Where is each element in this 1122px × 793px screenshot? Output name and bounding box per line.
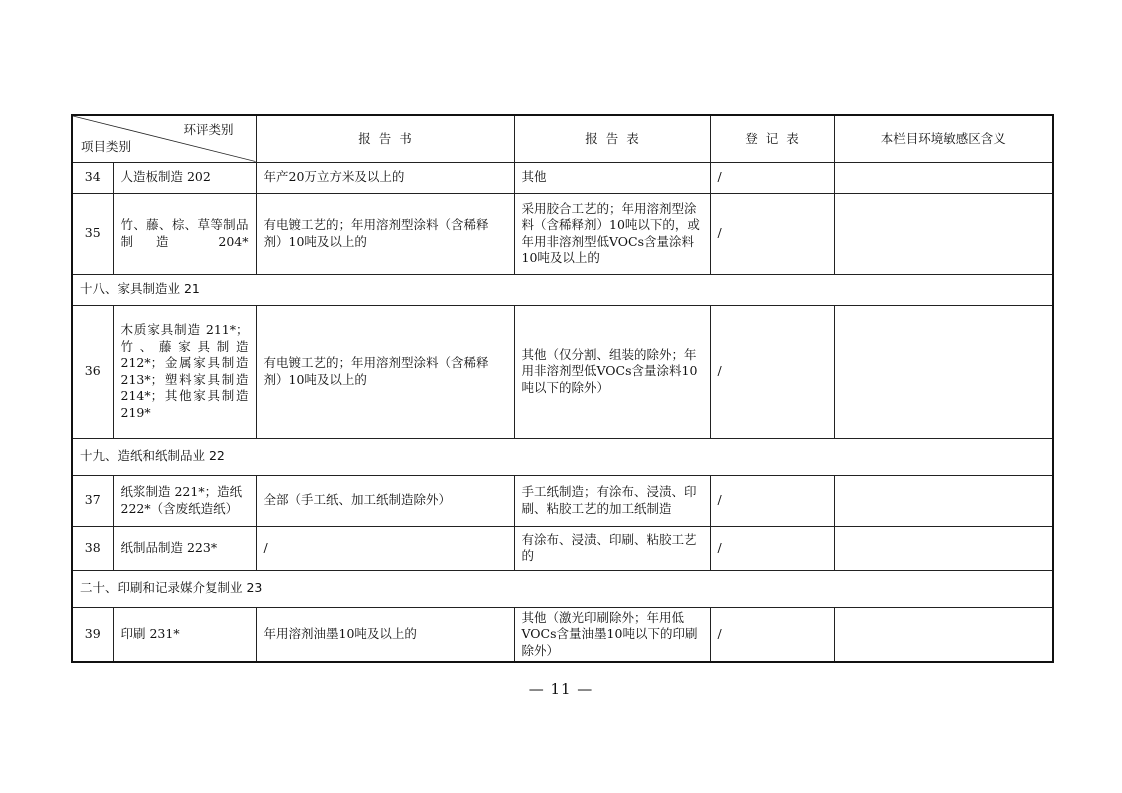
sensitive-area-cell	[834, 475, 1053, 526]
table-row	[72, 193, 1053, 274]
report-form-cell: 其他	[514, 162, 710, 193]
item-number: 34	[72, 162, 113, 193]
header-form: 报 告 表	[514, 115, 710, 162]
sensitive-area-cell	[834, 193, 1053, 274]
register-cell: /	[710, 305, 834, 438]
classification-table	[71, 114, 1054, 663]
section-title: 二十、印刷和记录媒介复制业 23	[72, 570, 1053, 607]
item-name: 竹、藤、棕、草等制品制造 204*	[113, 193, 256, 274]
report-form-cell: 其他（激光印刷除外；年用低VOCs含量油墨10吨以下的印刷除外）	[514, 607, 710, 662]
report-form-cell: 有涂布、浸渍、印刷、粘胶工艺的	[514, 526, 710, 570]
report-book-cell: 全部（手工纸、加工纸制造除外）	[256, 475, 514, 526]
table-row	[72, 526, 1053, 570]
header-report: 报 告 书	[256, 115, 514, 162]
sensitive-area-cell	[834, 526, 1053, 570]
register-cell: /	[710, 526, 834, 570]
section-title: 十八、家具制造业 21	[72, 274, 1053, 305]
report-book-cell: 有电镀工艺的；年用溶剂型涂料（含稀释剂）10吨及以上的	[256, 305, 514, 438]
register-cell: /	[710, 162, 834, 193]
register-cell: /	[710, 607, 834, 662]
sensitive-area-cell	[834, 607, 1053, 662]
item-number: 38	[72, 526, 113, 570]
report-book-cell: 年用溶剂油墨10吨及以上的	[256, 607, 514, 662]
report-book-cell: 年产20万立方米及以上的	[256, 162, 514, 193]
corner-bottom-label: 项目类别	[81, 139, 132, 154]
table-body	[72, 162, 1053, 662]
table-row	[72, 162, 1053, 193]
item-name: 纸制品制造 223*	[113, 526, 256, 570]
report-form-cell: 手工纸制造；有涂布、浸渍、印刷、粘胶工艺的加工纸制造	[514, 475, 710, 526]
corner-header-cell	[72, 115, 256, 162]
corner-top-label: 环评类别	[183, 122, 234, 137]
header-register: 登 记 表	[710, 115, 834, 162]
report-form-cell: 采用胶合工艺的；年用溶剂型涂料（含稀释剂）10吨以下的，或年用非溶剂型低VOCs含量涂料10吨及以上的	[514, 193, 710, 274]
register-cell: /	[710, 475, 834, 526]
item-name: 印刷 231*	[113, 607, 256, 662]
section-row	[72, 570, 1053, 607]
item-number: 36	[72, 305, 113, 438]
item-name: 纸浆制造 221*；造纸222*（含废纸造纸）	[113, 475, 256, 526]
table-row	[72, 475, 1053, 526]
item-number: 39	[72, 607, 113, 662]
item-number: 35	[72, 193, 113, 274]
header-sensitive: 本栏目环境敏感区含义	[834, 115, 1053, 162]
item-name: 人造板制造 202	[113, 162, 256, 193]
section-row	[72, 274, 1053, 305]
item-number: 37	[72, 475, 113, 526]
table-row	[72, 607, 1053, 662]
page-number: — 11 —	[528, 680, 594, 698]
item-name: 木质家具制造 211*；竹、藤家具制造212*；金属家具制造213*；塑料家具制造214*；其他家具制造219*	[113, 305, 256, 438]
register-cell: /	[710, 193, 834, 274]
table-row	[72, 305, 1053, 438]
report-book-cell: 有电镀工艺的；年用溶剂型涂料（含稀释剂）10吨及以上的	[256, 193, 514, 274]
report-form-cell: 其他（仅分割、组装的除外；年用非溶剂型低VOCs含量涂料10吨以下的除外）	[514, 305, 710, 438]
sensitive-area-cell	[834, 162, 1053, 193]
sensitive-area-cell	[834, 305, 1053, 438]
report-book-cell: /	[256, 526, 514, 570]
section-row	[72, 438, 1053, 475]
section-title: 十九、造纸和纸制品业 22	[72, 438, 1053, 475]
table-header-row	[72, 115, 1053, 162]
